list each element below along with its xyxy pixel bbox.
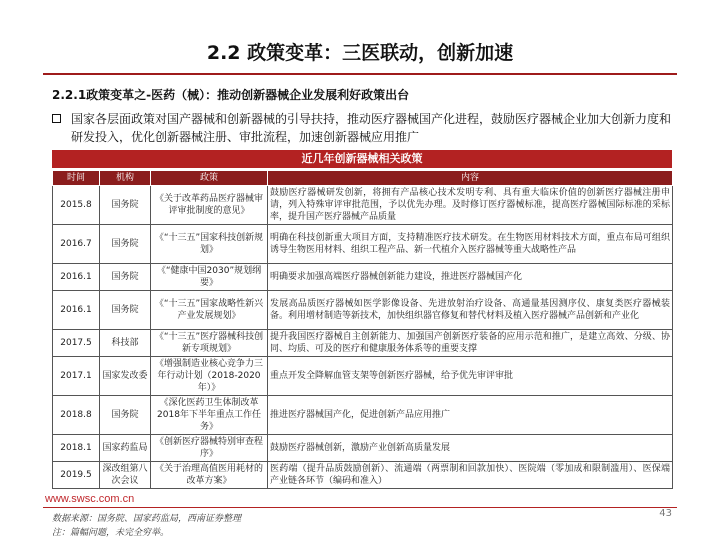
table-row [53,396,673,435]
cell-agency: 国务院 [100,396,151,435]
footer-divider [43,507,677,508]
cell-content: 提升我国医疗器械自主创新能力、加强国产创新医疗装备的应用示范和推广，是建立高效、分级、协同、均质、可及的医疗和健康服务体系等的重要支撑 [268,330,673,357]
data-source-note: 数据来源：国务院、国家药监局，西南证券整理 [52,514,242,524]
table-row [53,264,673,291]
table-row [53,435,673,462]
cell-agency: 深改组第八次会议 [100,462,151,489]
cell-agency: 国务院 [100,291,151,330]
cell-policy: 《创新医疗器械特别审查程序》 [151,435,268,462]
page-title: 2.2 政策变革：三医联动，创新加速 [206,42,514,64]
cell-content: 鼓励医疗器械创新，激励产业创新高质量发展 [268,435,673,462]
cell-content: 发展高品质医疗器械如医学影像设备、先进放射治疗设备、高通量基因测序仪、康复类医疗器械装备。利用增材制造等新技术，加快组织器官修复和替代材料及植入医疗器械产品创新和产业化 [268,291,673,330]
table-row [53,225,673,264]
table-row [53,186,673,225]
table-row [53,462,673,489]
table-row [53,291,673,330]
cell-time: 2016.7 [53,225,100,264]
cell-time: 2016.1 [53,291,100,330]
footnote: 注：篇幅问题，未完全穷举。 [52,528,170,538]
cell-policy: 《“健康中国2030”规划纲要》 [151,264,268,291]
policy-table [52,170,673,489]
cell-policy: 《关于治理高值医用耗材的改革方案》 [151,462,268,489]
cell-time: 2017.5 [53,330,100,357]
table-row [53,330,673,357]
bullet-text: 国家各层面政策对国产器械和创新器械的引导扶持，推动医疗器械国产化进程，鼓励医疗器械企业加大创新力度和研发投入，优化创新器械注册、审批流程，加速创新器械应用推广 [71,112,672,144]
section-heading: 2.2.1政策变革之-医药（械）：推动创新器械企业发展利好政策出台 [52,88,410,102]
cell-agency: 国家发改委 [100,357,151,396]
cell-time: 2018.1 [53,435,100,462]
cell-time: 2018.8 [53,396,100,435]
page-number: 43 [659,508,672,519]
cell-time: 2017.1 [53,357,100,396]
cell-time: 2016.1 [53,264,100,291]
cell-agency: 国务院 [100,264,151,291]
cell-agency: 科技部 [100,330,151,357]
cell-agency: 国家药监局 [100,435,151,462]
cell-policy: 《增强制造业核心竞争力三年行动计划（2018-2020年）》 [151,357,268,396]
cell-content: 鼓励医疗器械研发创新，将拥有产品核心技术发明专利、具有重大临床价值的创新医疗器械注册申请，列入特殊审评审批范围，予以优先办理。及时修订医疗器械标准，提高医疗器械国际标准的采标率，提升国产医疗器械产品质量 [268,186,673,225]
cell-content: 重点开发全降解血管支架等创新医疗器械，给予优先审评审批 [268,357,673,396]
header-policy: 政策 [151,171,268,186]
website-link[interactable]: www.swsc.com.cn [45,493,135,505]
cell-policy: 《关于改革药品医疗器械审评审批制度的意见》 [151,186,268,225]
cell-policy: 《“十三五”国家科技创新规划》 [151,225,268,264]
header-agency: 机构 [100,171,151,186]
cell-time: 2015.8 [53,186,100,225]
cell-agency: 国务院 [100,186,151,225]
square-bullet-icon [52,114,61,123]
cell-policy: 《深化医药卫生体制改革2018年下半年重点工作任务》 [151,396,268,435]
table-header-row [53,171,673,186]
cell-content: 明确在科技创新重大项目方面，支持精准医疗技术研发。在生物医用材料技术方面，重点布局可组织诱导生物医用材料、组织工程产品、新一代植介入医疗器械等重大战略性产品 [268,225,673,264]
table-row [53,357,673,396]
bullet-item [52,110,672,146]
cell-time: 2019.5 [53,462,100,489]
cell-content: 明确要求加强高端医疗器械创新能力建设，推进医疗器械国产化 [268,264,673,291]
cell-agency: 国务院 [100,225,151,264]
cell-content: 医药端（提升品质鼓励创新）、流通端（两票制和回款加快）、医院端（零加成和限制滥用）、医保端产业链各环节（编码和准入） [268,462,673,489]
table-caption: 近几年创新器械相关政策 [52,150,672,168]
cell-content: 推进医疗器械国产化，促进创新产品应用推广 [268,396,673,435]
header-content: 内容 [268,171,673,186]
title-divider [43,73,677,75]
cell-policy: 《“十三五”医疗器械科技创新专项规划》 [151,330,268,357]
header-time: 时间 [53,171,100,186]
cell-policy: 《“十三五”国家战略性新兴产业发展规划》 [151,291,268,330]
